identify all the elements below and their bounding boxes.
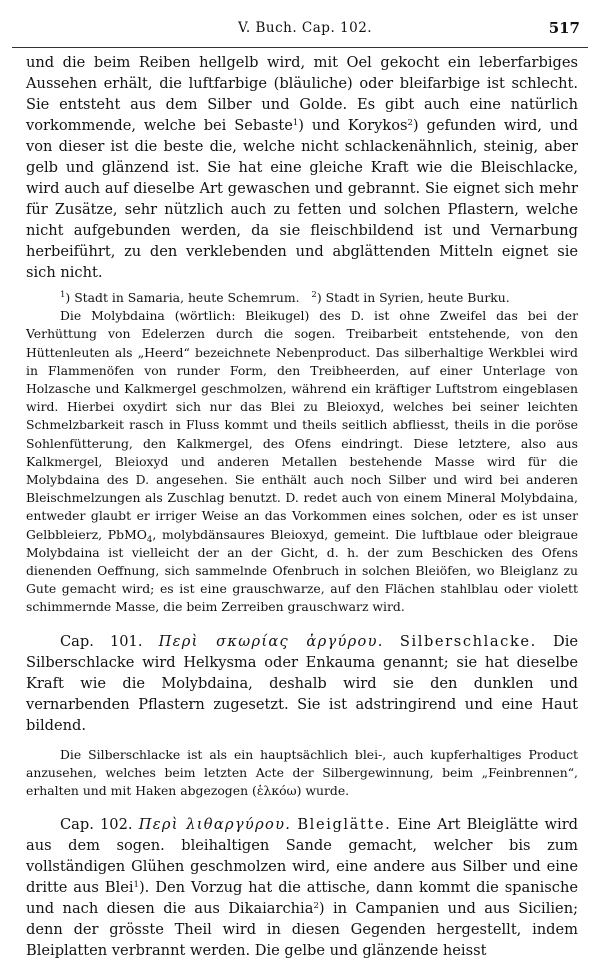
chapter-101 (26, 631, 578, 736)
chapter-101-body: Die Silberschlacke wird Helkysma oder Enkauma genannt; sie hat dieselbe Kraft wie die Molybdaina, deshalb wird sie den dunklen und vernarbenden Pflastern zugesetzt. Sie ist adstringirend und eine Haut bildend. (26, 632, 579, 734)
commentary-1-text-a: Die Molybdaina (wörtlich: Bleikugel) des D. ist ohne Zweifel das bei der Verhüttung von Edelerzen durch die sogen. Treibarbeit entstehende, von den Hüttenleuten als „Heerd“ bezeichnete Nebenproduct. Das silberhaltige Werkblei wird in Flammenöfen von runder Form, den Treibheerden, auf einer Unterlage von Holzasche und Kalkmergel geschmolzen, während ein kräftiger Luftstrom eingeblasen wird. Hierbei oxydirt sich nur das Blei zu Bleioxyd, welches bei seiner leichten Schmelzbarkeit rasch in Fluss kommt und theils seitlich abfliesst, theils in die poröse Sohlenfütterung, den Kalkmergel, des Ofens eindringt. Diese letztere, also aus Kalkmergel, Bleioxyd und anderen Metallen bestehende Masse wird für die Molybdaina des D. angesehen. Sie enthält auch noch Silber und wird bei anderen Bleischmelzungen als Zuschlag benutzt. D. redet auch von einem Mineral Molybdaina, entweder glaubt er irriger Weise an das Vorkommen eines solchen, oder es ist unser Gelbbleierz, PbMO (26, 308, 578, 542)
running-title: V. Buch. Cap. 102. (238, 20, 373, 36)
footnote-ref-1: 1 (292, 118, 299, 128)
chapter-102-greek-title: Περὶ λιθαργύρου. (138, 816, 292, 834)
chapter-101-label: Cap. 101. (60, 632, 143, 650)
footnote-2-text: ) Stadt in Syrien, heute Burku. (316, 290, 510, 305)
footnote-2-number: 2 (311, 290, 317, 300)
chapter-102-label: Cap. 102. (60, 816, 133, 834)
formula-subscript: 4 (146, 534, 153, 545)
chapter-102-body-2: ). Den Vorzug hat die attische, dann kommt die spanische und nach diesen die aus Dikaiarchia (26, 879, 578, 918)
chapter-102-footnote-ref-2: 2 (313, 901, 319, 912)
chapter-101-greek-title: Περὶ σκωρίας ἀργύρου. (158, 632, 384, 650)
commentary-silberschlacke (26, 746, 578, 801)
top-text-1: und die beim Reiben hellgelb wird, mit Oel gekocht ein leberfarbiges Aussehen erhält, die luftfarbige (bläuliche) oder bleifarbige ist schlecht. Sie entsteht aus dem Silber und Golde. Es gibt auch eine natürlich vorkommende, welche bei Sebaste (26, 54, 578, 134)
footnote-1-number: 1 (60, 290, 66, 300)
footnotes (26, 289, 578, 307)
chapter-102-title: Bleiglätte. (297, 816, 392, 834)
top-paragraph (26, 52, 578, 283)
commentary-2-text: Die Silberschlacke ist als ein hauptsächlich blei-, auch kupferhaltiges Product anzusehen, welches beim letzten Acte der Silbergewinnung, beim „Feinbrennen“, erhalten und mit Haken abgezogen (ἑλκόω) wurde. (26, 746, 578, 799)
chapter-102 (26, 814, 578, 961)
commentary-1-text-b: , molybdänsaures Bleioxyd, gemeint. Die luftblaue oder bleigraue Molybdaina ist vielleicht der an der Gicht, d. h. der zum Beschicken des Ofens dienenden Oeffnung, sich sammelnde Ofenbruch in solchen Bleiöfen, wo Bleiglanz zu Gute gemacht wird; es ist eine grauschwarze, auf den Flächen stahlblau oder violett schimmernde Masse, die beim Zerreiben grauschwarz wird. (26, 526, 578, 615)
page-header (0, 0, 600, 48)
page-body (26, 52, 578, 961)
header-rule (12, 47, 588, 48)
chapter-102-footnote-ref-1: 1 (133, 880, 139, 891)
top-text-2: ) und Korykos (298, 117, 408, 134)
chapter-102-body-3: ) in Campanien und aus Sicilien; denn der grösste Theil wird in diesen Gegenden hergestellt, indem Bleiplatten verbrannt werden. Die gelbe und glänzende heisst (26, 900, 579, 960)
top-text-3: ) gefunden wird, und von dieser ist die beste die, welche nicht schlackenähnlich, steinig, aber gelb und glänzend ist. Sie hat eine gleiche Kraft wie die Bleischlacke, wird auch auf dieselbe Art gewaschen und gebrannt. Sie eignet sich mehr für Zusätze, sehr nützlich auch zu fetten und solchen Pflastern, welche nicht aufgebunden werden, da sie fleischbildend ist und Vernarbung herbeiführt, zu den verklebenden und abglättenden Mitteln eignet sie sich nicht. (26, 117, 579, 281)
chapter-101-title: Silberschlacke. (399, 632, 537, 650)
footnote-1-text: ) Stadt in Samaria, heute Schemrum. (65, 290, 300, 305)
commentary-molybdaina (26, 307, 578, 616)
footnote-ref-2: 2 (407, 118, 413, 128)
chapter-102-body-1: Eine Art Bleiglätte wird aus dem sogen. bleihaltigen Sande gemacht, welcher bis zum vollständigen Glühen geschmolzen wird, eine andere aus Silber und eine dritte aus Blei (26, 816, 579, 897)
page-number: 517 (548, 19, 580, 37)
